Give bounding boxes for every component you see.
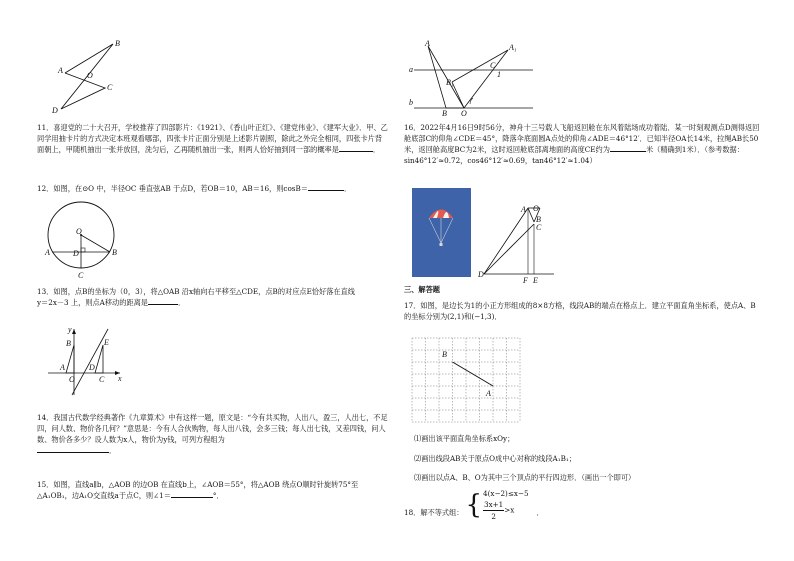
q15-label-b1: B₁: [446, 78, 454, 87]
q16-label-a: A: [521, 205, 526, 214]
q12-label-o: O: [76, 227, 82, 236]
q12-text: 12．如图，在⊙O 中，半径OC 垂直弦AB 于点D，若OB＝10，AB＝16，则cosB＝: [37, 184, 308, 193]
question-13: 13．如图，点B的坐标为（0，3），将△OAB 沿x轴向右平移至△CDE，点B的对应点E恰好落在直线 y＝2x－3 上，则点A移动的距离是 ．: [37, 287, 355, 308]
q16-label-c: C: [536, 223, 542, 232]
q14-text: 14．我国古代数学经典著作《九章算术》中有这样一题，原文是：“今有共买物，人出八，盈三，人出七，不足四，问人数、物价各几何？”意思是：今有人合伙购物，每人出八钱，会多三钱；每人出七钱，又差四钱，问人数、物价各多少？设人数为x人，物价为y钱，可列方程组为: [37, 413, 388, 445]
q15-unit: °．: [212, 491, 224, 501]
q18-end: ．: [536, 507, 544, 517]
q16-label-f: F: [523, 276, 528, 285]
q18-line-1: 4(x−2)≤x−5: [483, 489, 529, 498]
q15-label-b: B: [442, 109, 447, 118]
q16-unit: 米（精确到1米）．（参考数据：sin46°12′≈0.72，cos46°12′≈0.69，tan46°12′≈1.04）: [404, 145, 744, 166]
q17-part-1: ⑴画出该平面直角坐标系xOy；: [414, 434, 515, 443]
q16-label-e: E: [533, 276, 538, 285]
q13-text-1: 13．如图，点B的坐标为（0，3），将△OAB 沿x轴向右平移至△CDE，点B的对应点E恰好落在直线: [37, 287, 355, 296]
q13-label-c: C: [99, 375, 105, 384]
question-11: 11．喜迎党的二十大召开，学校推荐了四部影片：《1921》、《香山叶正红》、《建党伟业》、《建军大业》．甲、乙同学用抽卡片的方式决定本班观看哪部，四张卡片正面分别是上述影片剧照，除此之外完全相同，四张卡片背面朝上，甲随机抽出一张并放回，洗匀后，乙再随机抽出一张，则两人恰好抽到同一部的概率是 ．: [37, 123, 388, 155]
q17-part-2: ⑵画出线段AB关于原点O成中心对称的线段A₁B₁；: [414, 454, 576, 463]
question-16: [404, 122, 760, 167]
q17-grid: [410, 336, 522, 432]
q10-label-b: B: [115, 39, 120, 48]
q15-text-1: 15．如图，直线a∥b，△AOB 的边OB 在直线b上，∠AOB＝55°，将△AOB 绕点O顺时针旋转75°至: [37, 480, 359, 489]
q17-text: 17．如图，是边长为1的小正方形组成的8×8方格，线段AB的端点在格点上．建立平面直角坐标系，使点A、B的坐标分别为(2,1)和(−1,3)．: [404, 301, 756, 322]
q15-answer-blank[interactable]: [171, 497, 213, 498]
q11-answer-blank[interactable]: [339, 151, 373, 152]
q13-label-y: y: [68, 325, 72, 334]
section-heading-answers: 三、解答题: [404, 285, 440, 294]
q15-label-1: 1: [497, 70, 501, 79]
q18-numerator: 3x+1: [483, 499, 504, 511]
q18-fraction: [483, 499, 504, 522]
q17-label-a: A: [486, 389, 491, 398]
q15-label-a: A: [425, 39, 430, 48]
q13-text-2: y＝2x－3 上，则点A移动的距离是: [37, 298, 148, 308]
q16-label-d: D: [478, 270, 484, 279]
q12-label-c: C: [78, 271, 84, 280]
q17-part-3: ⑶画出以点A、B、O为其中三个顶点的平行四边形．（画出一个即可）: [414, 473, 636, 482]
q10-figure: [45, 38, 135, 118]
q15-label-c: C: [490, 61, 496, 70]
question-14: 14．我国古代数学经典著作《九章算术》中有这样一题，原文是：“今有共买物，人出八，盈三，人出七，不足四，问人数、物价各几何？”意思是：今有人合伙购物，每人出八钱，会多三钱；每人出七钱，又差四钱，问人数、物价各多少？设人数为x人，物价为y钱，可列方程组为 ．: [37, 413, 388, 456]
q13-label-e: E: [104, 338, 109, 347]
q12-label-a: A: [45, 248, 50, 257]
q15-label-a-line: a: [409, 65, 413, 74]
q13-label-a: A: [60, 363, 65, 372]
q16-label-o: O: [533, 204, 539, 213]
q14-answer-blank[interactable]: [37, 452, 109, 453]
q15-figure: [408, 40, 536, 116]
q18-brace: {: [465, 490, 483, 521]
parachute-photo: [412, 188, 471, 277]
q13-label-o: O: [69, 375, 75, 384]
q11-text: 11．喜迎党的二十大召开，学校推荐了四部影片：《1921》、《香山叶正红》、《建党伟业》、《建军大业》．甲、乙同学用抽卡片的方式决定本班观看哪部，四张卡片正面分别是上述影片剧照，除此之外完全相同，四张卡片背面朝上，甲随机抽出一张并放回，洗匀后，乙再随机抽出一张，则两人恰好抽到同一部的概率是: [37, 123, 388, 155]
q15-label-a1: A₁: [509, 43, 517, 52]
q13-label-d: D: [89, 363, 95, 372]
q12-label-b: B: [112, 248, 117, 257]
q13-label-b: B: [66, 339, 71, 348]
q15-text-2: △A₁OB₁，边A₁O交直线a于点C，则∠1＝: [37, 491, 171, 501]
q12-label-d: D: [73, 249, 79, 258]
q10-label-d: D: [52, 106, 58, 115]
q16-label-b: B: [536, 215, 541, 224]
q13-answer-blank[interactable]: [148, 304, 178, 305]
q13-label-x: x: [118, 374, 122, 383]
q15-label-o: O: [461, 109, 467, 118]
q18-prefix: 18．解不等式组：: [404, 507, 464, 517]
question-12: 12．如图，在⊙O 中，半径OC 垂直弦AB 于点D，若OB＝10，AB＝16，则cosB＝ ．: [37, 184, 352, 193]
q12-answer-blank[interactable]: [308, 190, 344, 191]
q18-relation: >x: [504, 505, 515, 515]
q10-label-a: A: [58, 66, 63, 75]
q18-denominator: 2: [491, 512, 496, 522]
q10-label-c: C: [107, 83, 113, 92]
q12-figure: [42, 195, 122, 281]
question-18: [404, 488, 760, 522]
question-15: [37, 479, 389, 501]
question-17: [404, 300, 760, 322]
q16-answer-blank[interactable]: [610, 151, 646, 152]
q10-label-o: O: [87, 71, 93, 80]
q16-figure: [478, 202, 558, 285]
parachute-icon: [412, 188, 471, 277]
q13-figure: [48, 325, 128, 397]
q15-label-b-line: b: [409, 98, 413, 107]
q17-label-b: B: [442, 350, 447, 359]
q16-text: 16．2022年4月16日9时56分，神舟十三号载人飞船返回舱在东风着陆场成功着陆．某一时刻观测点D测得返回舱底部C的仰角∠CDE＝45°，降落伞底面圆A点处的仰角∠ADE＝46°12′．已知半径OA长14米，拉绳AB长50米，返回舱高度BC为2米，这时返回舱底部离地面的高度CE约为: [404, 123, 760, 155]
